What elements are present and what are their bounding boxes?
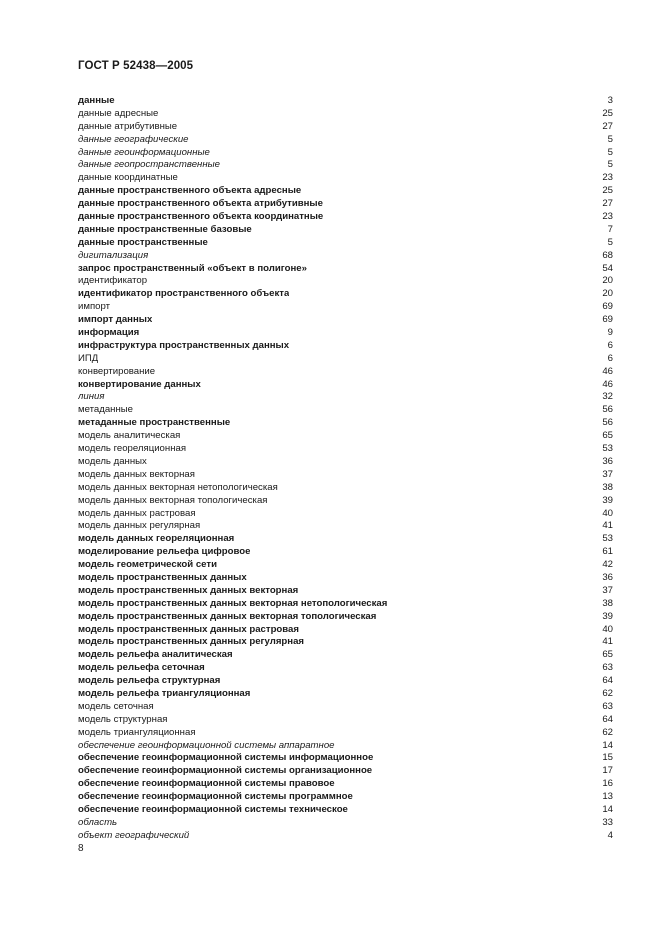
index-term: данные [78, 95, 115, 106]
index-page-ref: 5 [607, 133, 613, 145]
index-entry [78, 353, 613, 366]
index-entry [78, 301, 613, 314]
index-term: модель геореляционная [78, 443, 187, 455]
index-entry [78, 327, 613, 340]
index-term: метаданные [78, 404, 133, 416]
index-term: модель данных векторная топологическая [78, 494, 268, 506]
index-term: данные географические [78, 133, 189, 145]
index-term: информация [78, 327, 140, 339]
index-entry [78, 391, 613, 404]
index-entry [78, 559, 613, 572]
index-page-ref: 42 [602, 559, 613, 571]
index-entry [78, 624, 613, 637]
index-term: данные пространственного объекта адресные [78, 185, 302, 197]
index-page-ref: 61 [602, 546, 613, 558]
index-entry [78, 714, 613, 727]
index-term: модель пространственных данных растровая [78, 623, 299, 635]
index-entry [78, 520, 613, 533]
index-page-ref: 39 [602, 494, 613, 506]
index-entry [78, 237, 613, 250]
index-page-ref: 4 [607, 829, 613, 841]
index-page-ref: 23 [602, 211, 613, 223]
index-entry [78, 495, 613, 508]
index-page-ref: 20 [602, 288, 613, 300]
index-page-ref: 16 [602, 778, 613, 790]
index-page-ref: 38 [602, 597, 613, 609]
index-term: модель рельефа аналитическая [78, 649, 233, 661]
index-page-ref: 27 [602, 120, 613, 132]
index-term: идентификатор пространственного объекта [78, 288, 290, 300]
index-entry [78, 443, 613, 456]
index-page-ref: 62 [602, 687, 613, 699]
index-term: область [78, 816, 118, 828]
index-entry [78, 340, 613, 353]
index-entry [78, 765, 613, 778]
index-term: данные координатные [78, 172, 178, 184]
index-page-ref: 53 [602, 533, 613, 545]
index-term: данные адресные [78, 107, 159, 119]
index-entry [78, 546, 613, 559]
index-page-ref: 46 [602, 378, 613, 390]
index-page-ref: 25 [602, 107, 613, 119]
index-entry [78, 379, 613, 392]
index-term: линия [78, 391, 105, 403]
index-entry [78, 185, 613, 198]
index-page-ref: 65 [602, 649, 613, 661]
index-term: модель рельефа структурная [78, 675, 221, 687]
index-term: модель геометрической сети [78, 559, 217, 571]
index-page-ref: 14 [602, 739, 613, 751]
index-entry [78, 817, 613, 830]
index-page-ref: 37 [602, 584, 613, 596]
index-page-ref: 36 [602, 571, 613, 583]
index-page-ref: 68 [602, 249, 613, 261]
index-entry [78, 417, 613, 430]
index-entry [78, 430, 613, 443]
index-entry [78, 147, 613, 160]
index-entry [78, 250, 613, 263]
index-page-ref: 62 [602, 726, 613, 738]
index-entry [78, 366, 613, 379]
index-page-ref: 40 [602, 507, 613, 519]
index-page-ref: 3 [607, 95, 613, 106]
index-entry [78, 752, 613, 765]
index-term: объект географический [78, 829, 190, 841]
term-index-list [78, 95, 613, 843]
index-term: конвертирование [78, 365, 156, 377]
index-term: метаданные пространственные [78, 417, 231, 429]
index-page-ref: 53 [602, 443, 613, 455]
index-page-ref: 25 [602, 185, 613, 197]
index-term: данные пространственные базовые [78, 223, 252, 235]
index-term: обеспечение геоинформационной системы информационное [78, 752, 374, 764]
index-page-ref: 41 [602, 636, 613, 648]
index-entry [78, 740, 613, 753]
index-term: запрос пространственный «объект в полигоне» [78, 262, 307, 274]
index-page-ref: 37 [602, 468, 613, 480]
index-entry [78, 675, 613, 688]
index-entry [78, 172, 613, 185]
index-entry [78, 508, 613, 521]
index-term: модель структурная [78, 713, 168, 725]
index-term: данные пространственного объекта координатные [78, 211, 324, 223]
index-entry [78, 121, 613, 134]
index-term: идентификатор [78, 275, 148, 287]
index-entry [78, 108, 613, 121]
index-term: обеспечение геоинформационной системы техническое [78, 803, 348, 815]
index-page-ref: 6 [607, 352, 613, 364]
index-term: модель триангуляционная [78, 726, 196, 738]
document-header: ГОСТ Р 52438—2005 [78, 60, 194, 72]
index-page-ref: 9 [607, 327, 613, 339]
index-entry [78, 611, 613, 624]
index-page-ref: 5 [607, 159, 613, 171]
index-entry [78, 649, 613, 662]
index-term: модель пространственных данных векторная нетопологическая [78, 597, 388, 609]
index-term: модель рельефа сеточная [78, 662, 205, 674]
index-entry [78, 275, 613, 288]
index-term: модель пространственных данных [78, 571, 247, 583]
index-term: обеспечение геоинформационной системы организационное [78, 765, 373, 777]
index-entry [78, 469, 613, 482]
index-term: ИПД [78, 352, 99, 364]
index-entry [78, 288, 613, 301]
index-page-ref: 69 [602, 301, 613, 313]
index-page-ref: 56 [602, 417, 613, 429]
index-entry [78, 211, 613, 224]
index-term: данные пространственные [78, 236, 208, 248]
index-page-ref: 23 [602, 172, 613, 184]
index-entry [78, 662, 613, 675]
index-entry [78, 314, 613, 327]
index-page-ref: 40 [602, 623, 613, 635]
index-entry [78, 224, 613, 237]
index-page-ref: 38 [602, 481, 613, 493]
index-term: данные пространственного объекта атрибутивные [78, 198, 323, 210]
index-entry [78, 456, 613, 469]
index-term: импорт [78, 301, 111, 313]
index-term: модель пространственных данных векторная топологическая [78, 610, 377, 622]
index-entry [78, 95, 613, 108]
index-entry [78, 804, 613, 817]
index-term: модель рельефа триангуляционная [78, 687, 251, 699]
index-entry [78, 778, 613, 791]
index-term: конвертирование данных [78, 378, 201, 390]
index-entry [78, 533, 613, 546]
index-page-ref: 15 [602, 752, 613, 764]
index-term: модель данных геореляционная [78, 533, 235, 545]
index-term: модель данных векторная [78, 468, 195, 480]
index-page-ref: 39 [602, 610, 613, 622]
index-page-ref: 13 [602, 791, 613, 803]
index-page-ref: 7 [607, 223, 613, 235]
index-entry [78, 701, 613, 714]
index-term: модель пространственных данных регулярная [78, 636, 305, 648]
index-term: обеспечение геоинформационной системы программное [78, 791, 353, 803]
index-entry [78, 198, 613, 211]
index-entry [78, 598, 613, 611]
index-entry [78, 263, 613, 276]
index-page-ref: 56 [602, 404, 613, 416]
index-term: данные атрибутивные [78, 120, 178, 132]
index-term: модель пространственных данных векторная [78, 584, 299, 596]
index-page-ref: 17 [602, 765, 613, 777]
index-page-ref: 69 [602, 314, 613, 326]
index-page-ref: 6 [607, 339, 613, 351]
index-entry [78, 404, 613, 417]
index-page-ref: 63 [602, 700, 613, 712]
index-page-ref: 5 [607, 146, 613, 158]
index-page-ref: 64 [602, 675, 613, 687]
index-term: модель аналитическая [78, 430, 181, 442]
index-term: моделирование рельефа цифровое [78, 546, 251, 558]
index-entry [78, 572, 613, 585]
index-entry [78, 727, 613, 740]
index-term: обеспечение геоинформационной системы правовое [78, 778, 335, 790]
index-entry [78, 688, 613, 701]
index-term: модель данных векторная нетопологическая [78, 481, 278, 493]
index-page-ref: 41 [602, 520, 613, 532]
index-page-ref: 33 [602, 816, 613, 828]
index-term: дигитализация [78, 249, 149, 261]
index-page-ref: 54 [602, 262, 613, 274]
index-term: импорт данных [78, 314, 153, 326]
index-entry [78, 585, 613, 598]
index-entry [78, 791, 613, 804]
index-term: данные геоинформационные [78, 146, 210, 158]
index-page-ref: 27 [602, 198, 613, 210]
index-entry [78, 482, 613, 495]
index-page-ref: 20 [602, 275, 613, 287]
index-entry [78, 134, 613, 147]
index-term: инфраструктура пространственных данных [78, 339, 290, 351]
index-page-ref: 32 [602, 391, 613, 403]
index-term: модель данных [78, 455, 147, 467]
index-term: данные геопространственные [78, 159, 221, 171]
index-page-ref: 65 [602, 430, 613, 442]
index-term: модель данных растровая [78, 507, 196, 519]
page-number: 8 [78, 843, 84, 854]
index-term: модель сеточная [78, 700, 154, 712]
index-page-ref: 46 [602, 365, 613, 377]
index-page-ref: 64 [602, 713, 613, 725]
index-page-ref: 63 [602, 662, 613, 674]
index-page-ref: 36 [602, 455, 613, 467]
index-page-ref: 14 [602, 803, 613, 815]
index-entry [78, 830, 613, 843]
index-term: модель данных регулярная [78, 520, 201, 532]
index-term: обеспечение геоинформационной системы аппаратное [78, 739, 335, 751]
index-entry [78, 636, 613, 649]
index-page-ref: 5 [607, 236, 613, 248]
index-entry [78, 159, 613, 172]
